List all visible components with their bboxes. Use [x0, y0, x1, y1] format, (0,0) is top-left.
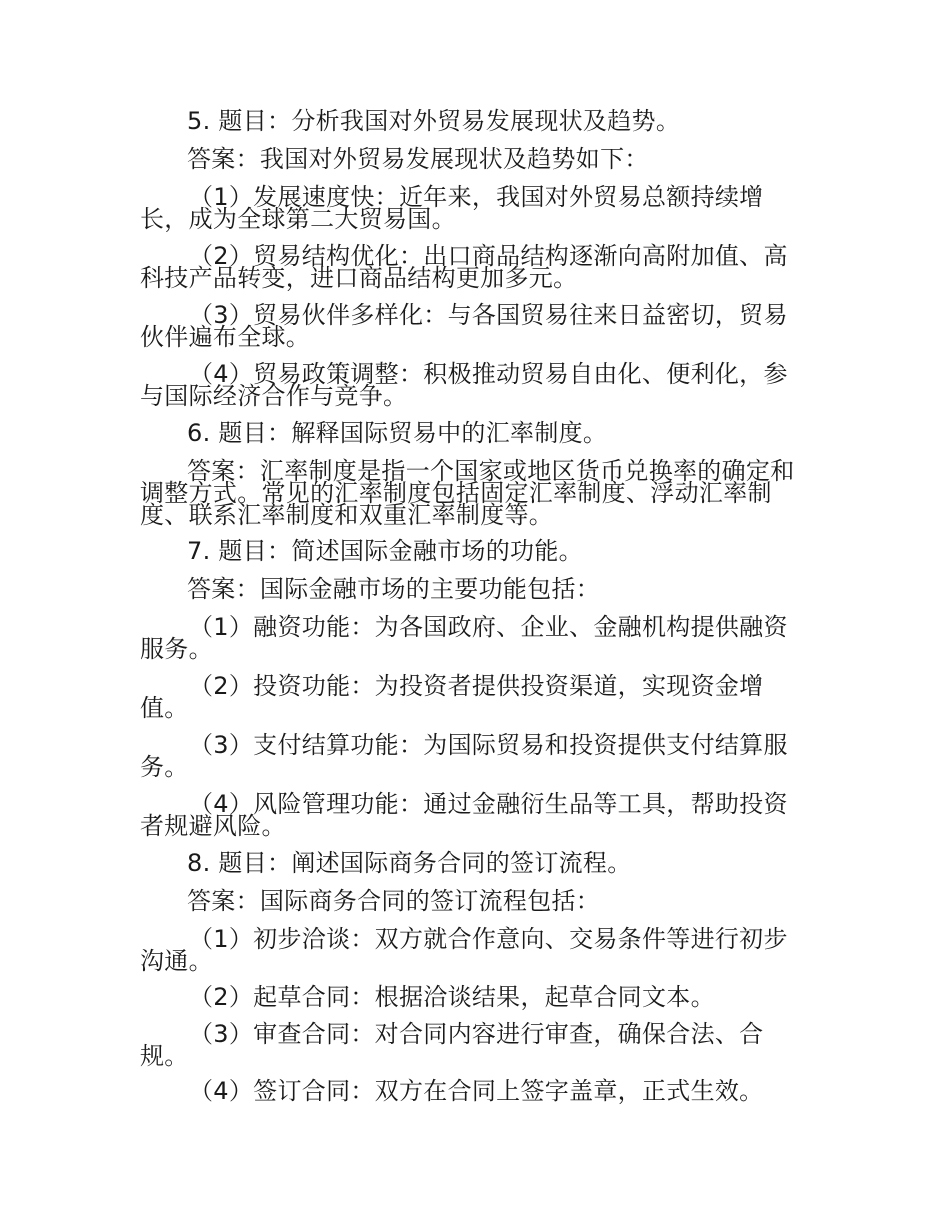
- answer-6-line-3: 度、联系汇率制度和双重汇率制度等。: [140, 501, 554, 529]
- answer-7-item-2-line-2: 值。: [140, 694, 189, 722]
- answer-5-item-2-line-1: （2）贸易结构优化：出口商品结构逐渐向高附加值、高: [189, 242, 788, 270]
- answer-8-intro: 答案：国际商务合同的签订流程包括：: [187, 887, 601, 915]
- answer-8-item-3-line-1: （3）审查合同：对合同内容进行审查，确保合法、合: [189, 1020, 764, 1048]
- answer-5-item-3-line-1: （3）贸易伙伴多样化：与各国贸易往来日益密切，贸易: [189, 301, 788, 329]
- question-6-title: 6. 题目：解释国际贸易中的汇率制度。: [187, 419, 608, 447]
- answer-8-item-2: （2）起草合同：根据洽谈结果，起草合同文本。: [189, 983, 715, 1011]
- answer-8-item-1-line-2: 沟通。: [140, 947, 213, 975]
- answer-7-item-3-line-1: （3）支付结算功能：为国际贸易和投资提供支付结算服: [189, 731, 788, 759]
- answer-7-item-1-line-2: 服务。: [140, 635, 213, 663]
- answer-5-intro: 答案：我国对外贸易发展现状及趋势如下：: [187, 145, 649, 173]
- question-5-title: 5. 题目：分析我国对外贸易发展现状及趋势。: [187, 107, 681, 135]
- answer-7-item-1-line-1: （1）融资功能：为各国政府、企业、金融机构提供融资: [189, 613, 788, 641]
- answer-7-item-3-line-2: 务。: [140, 753, 189, 781]
- answer-5-item-3-line-2: 伙伴遍布全球。: [140, 323, 311, 351]
- answer-6-line-2: 调整方式。常见的汇率制度包括固定汇率制度、浮动汇率制: [140, 479, 772, 507]
- answer-7-intro: 答案：国际金融市场的主要功能包括：: [187, 575, 601, 603]
- answer-7-item-4-line-2: 者规避风险。: [140, 812, 286, 840]
- answer-5-item-2-line-2: 科技产品转变，进口商品结构更加多元。: [140, 264, 578, 292]
- answer-7-item-4-line-1: （4）风险管理功能：通过金融衍生品等工具，帮助投资: [189, 790, 788, 818]
- answer-5-item-1-line-2: 长，成为全球第二大贸易国。: [140, 205, 456, 233]
- answer-8-item-3-line-2: 规。: [140, 1042, 189, 1070]
- answer-7-item-2-line-1: （2）投资功能：为投资者提供投资渠道，实现资金增: [189, 672, 764, 700]
- question-8-title: 8. 题目：阐述国际商务合同的签订流程。: [187, 849, 632, 877]
- question-7-title: 7. 题目：简述国际金融市场的功能。: [187, 537, 583, 565]
- answer-5-item-4-line-1: （4）贸易政策调整：积极推动贸易自由化、便利化，参: [189, 360, 788, 388]
- answer-5-item-4-line-2: 与国际经济合作与竞争。: [140, 382, 408, 410]
- answer-8-item-4: （4）签订合同：双方在合同上签字盖章，正式生效。: [189, 1077, 764, 1105]
- answer-8-item-1-line-1: （1）初步洽谈：双方就合作意向、交易条件等进行初步: [189, 925, 788, 953]
- answer-5-item-1-line-1: （1）发展速度快：近年来，我国对外贸易总额持续增: [189, 183, 764, 211]
- answer-6-line-1: 答案：汇率制度是指一个国家或地区货币兑换率的确定和: [187, 457, 795, 485]
